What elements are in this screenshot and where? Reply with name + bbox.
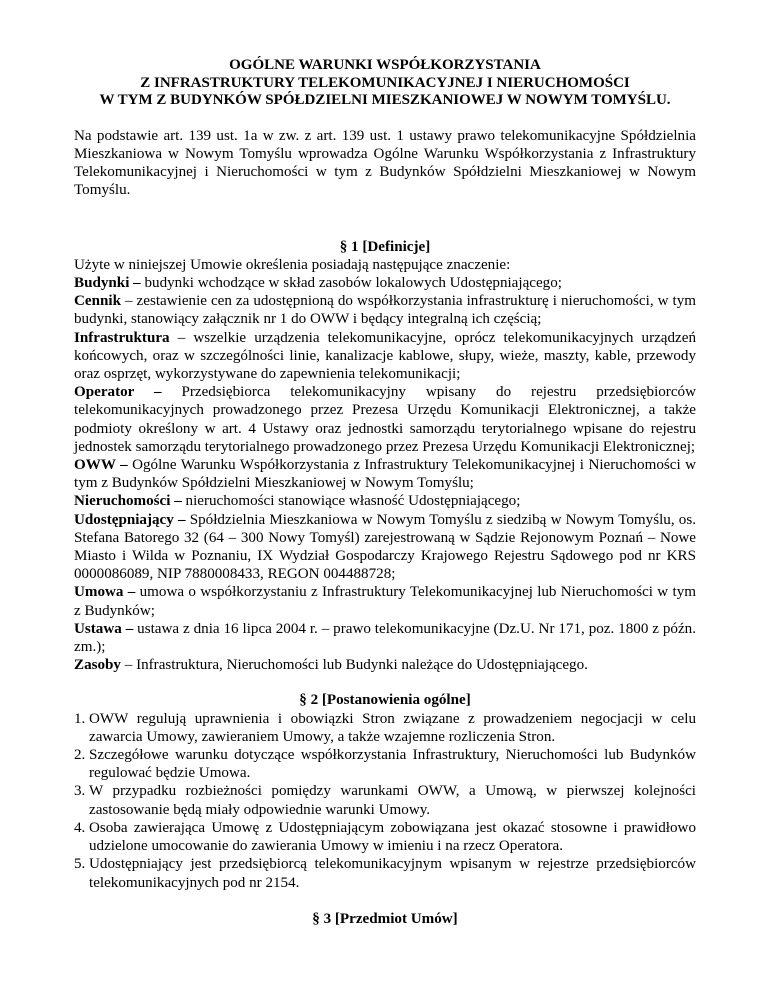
definition-text: Ogólne Warunku Współkorzystania z Infrastruktury Telekomunikacyjnej i Nieruchomości w tym z Budynków Spółdzielni Mieszkaniowej w Nowym Tomyślu; bbox=[74, 457, 696, 492]
definition-term: Zasoby bbox=[74, 657, 121, 674]
definition-text: – zestawienie cen za udostępnioną do współkorzystania infrastrukturę i nieruchomości, w tym budynki, stanowiący załącznik nr 1 do OWW i będący integralną ich częścią; bbox=[74, 293, 696, 328]
definition-text: budynki wchodzące w skład zasobów lokalowych Udostępniającego; bbox=[140, 275, 562, 291]
definition-term: Cennik bbox=[74, 293, 121, 310]
definition-term: Umowa – bbox=[74, 584, 136, 601]
list-item-number: 2. bbox=[74, 747, 86, 764]
list-item bbox=[74, 746, 696, 782]
document-page bbox=[74, 57, 696, 928]
section-3-heading: § 3 [Przedmiot Umów] bbox=[312, 910, 458, 927]
definition-text: nieruchomości stanowiące własność Udostępniającego; bbox=[181, 493, 521, 510]
definition-item bbox=[74, 656, 696, 674]
definition-text: Przedsiębiorca telekomunikacyjny wpisany do rejestru przedsiębiorców telekomunikacyjnych prowadzonego przez Prezesa Urzędu Komunikacji Elektronicznej, a także podmioty określony w art. 4 Ustawy oraz jednostki samorządu terytorialnego wpisane do rejestru jednostek samorządu terytorialnego prowadzonego przez Prezesa Urzędu Komunikacji Elektronicznej; bbox=[74, 384, 696, 455]
list-item-text: W przypadku rozbieżności pomiędzy warunkami OWW, a Umową, w pierwszej kolejności zastosowanie będą miały odpowiednie warunki Umowy. bbox=[89, 783, 696, 818]
definition-text: Spółdzielnia Mieszkaniowa w Nowym Tomyślu z siedzibą w Nowym Tomyślu, os. Stefana Batorego 32 (64 – 300 Nowy Tomyśl) zarejestrowaną w Sądzie Rejonowym Poznań – Nowe Miasto i Wilda w Poznaniu, IX Wydział Gospodarczy Krajowego Rejestru Sądowego pod nr KRS 0000086089, NIP 7880008433, REGON 004488728; bbox=[74, 511, 696, 583]
definition-term: Operator – bbox=[74, 384, 162, 401]
list-item-text: Udostępniający jest przedsiębiorcą telekomunikacyjnym wpisanym w rejestrze przedsiębiorców telekomunikacyjnych pod nr 2154. bbox=[89, 856, 696, 891]
list-item-number: 3. bbox=[74, 783, 86, 800]
definition-term: Udostępniający – bbox=[74, 511, 186, 528]
title-line-1: OGÓLNE WARUNKI WSPÓŁKORZYSTANIA bbox=[229, 57, 541, 73]
definition-item bbox=[74, 274, 696, 292]
list-item bbox=[74, 782, 696, 818]
definition-term: Nieruchomości – bbox=[74, 493, 182, 510]
definition-item bbox=[74, 620, 696, 656]
definition-text: – Infrastruktura, Nieruchomości lub Budynki należące do Udostępniającego. bbox=[120, 657, 588, 674]
definition-item bbox=[74, 383, 696, 456]
definition-item bbox=[74, 583, 696, 619]
section-1-heading: § 1 [Definicje] bbox=[339, 238, 431, 255]
definition-item bbox=[74, 492, 696, 510]
list-item-number: 4. bbox=[74, 819, 86, 836]
list-item-text: OWW regulują uprawnienia i obowiązki Stron związane z prowadzeniem negocjacji w celu zawarcia Umowy, zawieraniem Umowy, a także wzajemne rozliczenia Stron. bbox=[89, 710, 696, 745]
section-1-lead: Użyte w niniejszej Umowie określenia posiadają następujące znaczenie: bbox=[74, 256, 511, 273]
definition-text: umowa o współkorzystaniu z Infrastruktury Telekomunikacyjnej lub Nieruchomości w tym z Budynków; bbox=[74, 584, 696, 619]
definition-item bbox=[74, 329, 696, 384]
list-item bbox=[74, 855, 696, 891]
definition-term: Infrastruktura bbox=[74, 329, 170, 346]
definition-text: ustawa z dnia 16 lipca 2004 r. – prawo telekomunikacyjne (Dz.U. Nr 171, poz. 1800 z późn. zm.); bbox=[74, 620, 696, 656]
definition-item bbox=[74, 511, 696, 584]
definition-term: OWW – bbox=[74, 457, 128, 474]
list-item-number: 1. bbox=[74, 710, 86, 727]
list-item bbox=[74, 710, 696, 746]
section-2-heading: § 2 [Postanowienia ogólne] bbox=[299, 692, 471, 709]
definition-item bbox=[74, 292, 696, 328]
definitions-list bbox=[74, 274, 696, 674]
definition-term: Ustawa – bbox=[74, 620, 134, 637]
section-2-list bbox=[74, 710, 696, 892]
definition-term: Budynki – bbox=[74, 275, 141, 291]
definition-item bbox=[74, 456, 696, 492]
title-line-3: W TYM Z BUDYNKÓW SPÓŁDZIELNI MIESZKANIOWEJ W NOWYM TOMYŚLU. bbox=[99, 92, 671, 109]
list-item-number: 5. bbox=[74, 856, 86, 873]
document-title bbox=[74, 57, 696, 110]
list-item-text: Szczegółowe warunku dotyczące współkorzystania Infrastruktury, Nieruchomości lub Budynków regulować będzie Umowa. bbox=[89, 747, 696, 782]
list-item bbox=[74, 819, 696, 855]
list-item-text: Osoba zawierająca Umowę z Udostępniającym zobowiązana jest okazać stosowne i prawidłowo udzielone umocowanie do zawierania Umowy w imieniu i na rzecz Operatora. bbox=[89, 819, 696, 855]
intro-paragraph: Na podstawie art. 139 ust. 1a w zw. z art. 139 ust. 1 ustawy prawo telekomunikacyjne Spółdzielnia Mieszkaniowa w Nowym Tomyślu wprowadza Ogólne Warunku Współkorzystania z Infrastruktury Telekomunikacyjnej i Nieruchomości w tym z Budynków Spółdzielni Mieszkaniowej w Nowym Tomyślu. bbox=[74, 127, 696, 199]
definition-text: – wszelkie urządzenia telekomunikacyjne, oprócz telekomunikacyjnych urządzeń końcowych, oraz w szczególności linie, kanalizacje kablowe, słupy, wieże, maszty, kable, przewody oraz osprzęt, wykorzystywane do zapewnienia telekomunikacji; bbox=[74, 329, 696, 383]
title-line-2: Z INFRASTRUKTURY TELEKOMUNIKACYJNEJ I NIERUCHOMOŚCI bbox=[140, 74, 630, 91]
